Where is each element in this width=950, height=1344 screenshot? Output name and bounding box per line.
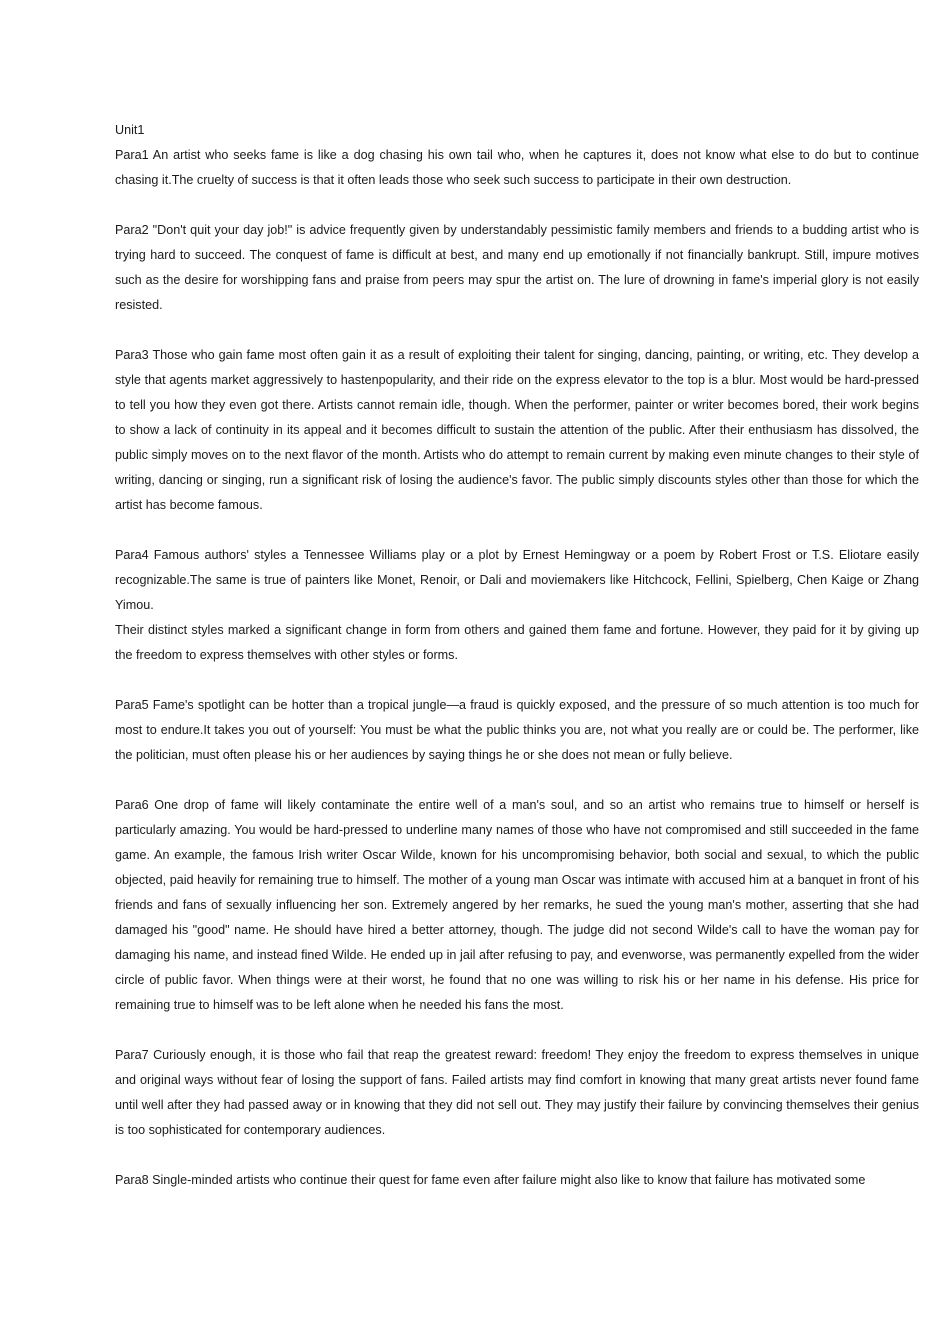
paragraph-2: Para2 "Don't quit your day job!" is advice frequently given by understandably pessimistic family members and friends to a budding artist who is trying hard to succeed. The conquest of fame is difficult at best, and many end up emotionally if not financially bankrupt. Still, impure motives such as the desire for worshipping fans and praise from peers may spur the artist on. The lure of drowning in fame's imperial glory is not easily resisted. [115, 223, 919, 312]
paragraph-8: Para8 Single-minded artists who continue their quest for fame even after failure might also like to know that failure has motivated some [115, 1173, 866, 1187]
paragraph-3: Para3 Those who gain fame most often gain it as a result of exploiting their talent for singing, dancing, painting, or writing, etc. They develop a style that agents market aggressively to hastenpopularity, and their ride on the express elevator to the top is a blur. Most would be hard-pressed to tell you how they even got there. Artists cannot remain idle, though. When the performer, painter or writer becomes bored, their work begins to show a lack of continuity in its appeal and it becomes difficult to sustain the attention of the public. After their enthusiasm has dissolved, the public simply moves on to the next flavor of the month. Artists who do attempt to remain current by making even minute changes to their style of writing, dancing or singing, run a significant risk of losing the audience's favor. The public simply discounts styles other than those for which the artist has become famous. [115, 348, 919, 512]
unit-title: Unit1 [115, 123, 145, 137]
paragraph-4-continued: Their distinct styles marked a significant change in form from others and gained them fame and fortune. However, they paid for it by giving up the freedom to express themselves with other styles or forms. [115, 623, 919, 662]
paragraph-5: Para5 Fame's spotlight can be hotter than a tropical jungle—a fraud is quickly exposed, and the pressure of so much attention is too much for most to endure.It takes you out of yourself: You must be what the public thinks you are, not what you really are or could be. The performer, like the politician, must often please his or her audiences by saying things he or she does not mean or fully believe. [115, 698, 919, 762]
paragraph-1: Para1 An artist who seeks fame is like a dog chasing his own tail who, when he captures it, does not know what else to do but to continue chasing it.The cruelty of success is that it often leads those who seek such success to participate in their own destruction. [115, 148, 919, 187]
document-page [115, 118, 919, 1218]
paragraph-4: Para4 Famous authors' styles a Tennessee Williams play or a plot by Ernest Hemingway or a poem by Robert Frost or T.S. Eliotare easily recognizable.The same is true of painters like Monet, Renoir, or Dali and moviemakers like Hitchcock, Fellini, Spielberg, Chen Kaige or Zhang Yimou. [115, 548, 919, 612]
paragraph-6: Para6 One drop of fame will likely contaminate the entire well of a man's soul, and so an artist who remains true to himself or herself is particularly amazing. You would be hard-pressed to underline many names of those who have not compromised and still succeeded in the fame game. An example, the famous Irish writer Oscar Wilde, known for his uncompromising behavior, both social and sexual, to which the public objected, paid heavily for remaining true to himself. The mother of a young man Oscar was intimate with accused him at a banquet in front of his friends and fans of sexually influencing her son. Extremely angered by her remarks, he sued the young man's mother, asserting that she had damaged his "good" name. He should have hired a better attorney, though. The judge did not second Wilde's call to have the woman pay for damaging his name, and instead fined Wilde. He ended up in jail after refusing to pay, and evenworse, was permanently expelled from the wider circle of public favor. When things were at their worst, he found that no one was willing to risk his or her name in his defense. His price for remaining true to himself was to be left alone when he needed his fans the most. [115, 798, 919, 1012]
paragraph-7: Para7 Curiously enough, it is those who fail that reap the greatest reward: freedom! They enjoy the freedom to express themselves in unique and original ways without fear of losing the support of fans. Failed artists may find comfort in knowing that many great artists never found fame until well after they had passed away or in knowing that they did not sell out. They may justify their failure by convincing themselves their genius is too sophisticated for contemporary audiences. [115, 1048, 919, 1137]
